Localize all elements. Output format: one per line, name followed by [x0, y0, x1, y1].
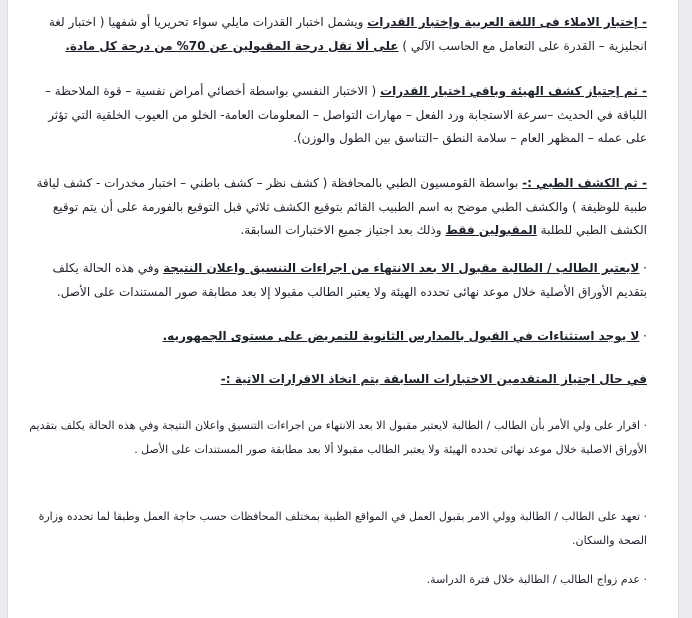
declarations-heading-text: في حال اجتياز المتقدمين الاختبارات السابقة يتم اتخاذ الاقرارات الاتية :-: [220, 372, 647, 386]
no-exceptions-text: لا يوجد استثناءات في القبول بالمدارس الثانوية للتمريض على مستوى الجمهوريه.: [162, 329, 640, 343]
heading-appearance-exam: ثم إجتياز كشف الهيئة وباقي اختبار القدرات: [380, 84, 638, 98]
declarations-heading: [26, 368, 647, 392]
declaration-work-commitment: [26, 505, 647, 552]
dash-marker: -: [637, 15, 647, 29]
minimum-score-note: على ألا تقل درجة المقبولين عن 70% من درجة كل مادة.: [65, 38, 399, 53]
declaration-work-commitment-text: · تعهد على الطالب / الطالبة وولي الامر بقبول العمل في المواقع الطبية بمختلف المحافظات حسب حاجة العمل وطبقا لما تحدده وزارة الصحة والسكان.: [38, 510, 647, 547]
dash-marker: -: [637, 84, 647, 98]
accepted-only-note: المقبولين فقط: [445, 223, 537, 237]
bullet-marker: ·: [639, 261, 647, 275]
acceptance-condition-heading: لايعتبر الطالب / الطالبة مقبول الا بعد الانتهاء من اجراءات التنسيق واعلان النتيجة: [163, 261, 640, 275]
description-medical-exam: بواسطة القومسيون الطبي بالمحافظة ( كشف نظر – كشف باطني – اختبار مخدرات - كشف لياقة طبية للوظيفة ) والكشف الطبي موضح به اسم الطبيب القائم بتوقيع الكشف ثلاثي قبل التوقيع بالفورمة على أن يتم توقيع الكشف الطبي للطلبة: [36, 176, 647, 237]
bullet-marker: ·: [639, 329, 647, 343]
acceptance-condition-text: وفي هذه الحالة يكلف بتقديم الأوراق الأصلية خلال موعد نهائى تحدده الهيئة ولا يعتبر الطالب مقبولا إلا بعد مطابقة صور المستندات على الأصل.: [52, 261, 647, 299]
post-card: [7, 0, 679, 618]
requirement-medical-exam: [26, 172, 647, 243]
requirement-dictation-aptitude: [26, 11, 647, 58]
declaration-guardian-text: · اقرار على ولي الأمر بأن الطالب / الطالبة لايعتبر مقبول الا بعد الانتهاء من اجراءات التنسيق واعلان النتيجة وفي هذه الحالة يكلف بتقديم الأوراق الاصلية خلال موعد نهائى تحدده الهيئة ولا يعتبر الطالب مقبولا ألا بعد مطابقة صور المستندات على الأصل .: [29, 419, 647, 456]
dash-marker: -: [637, 176, 647, 190]
heading-medical-exam: ثم الكشف الطبي :-: [522, 176, 638, 190]
description-medical-exam-end: وذلك بعد اجتياز جميع الاختبارات السابقة.: [240, 223, 446, 237]
heading-dictation-aptitude: إختبار الاملاء فى اللغة العربية وإختبار القدرات: [367, 15, 638, 29]
description-appearance-exam: ( الاختبار النفسي بواسطة أخصائي أمراض نفسية – قوة الملاحظة – اللباقة في الحديث –سرعة الاستجابة ورد الفعل – مهارات التواصل – المعلومات العامة- الخلو من العيوب الخلقية التي تؤثر على عمله – المظهر العام – سلامة النطق –التناسق بين الطول والوزن).: [44, 84, 647, 145]
declaration-no-marriage-text: · عدم زواج الطالب / الطالبة خلال فترة الدراسة.: [426, 573, 647, 586]
requirement-appearance-exam: [26, 80, 647, 151]
declaration-guardian: [26, 414, 647, 461]
note-acceptance-condition: [26, 257, 647, 304]
description-dictation-aptitude: ويشمل اختبار القدرات مايلي سواء تحريريا أو شفهيا ( اختبار لغة انجليزية – القدرة على التعامل مع الحاسب الآلي ): [48, 15, 647, 53]
note-no-exceptions: [26, 325, 647, 349]
declaration-no-marriage: [26, 568, 647, 592]
